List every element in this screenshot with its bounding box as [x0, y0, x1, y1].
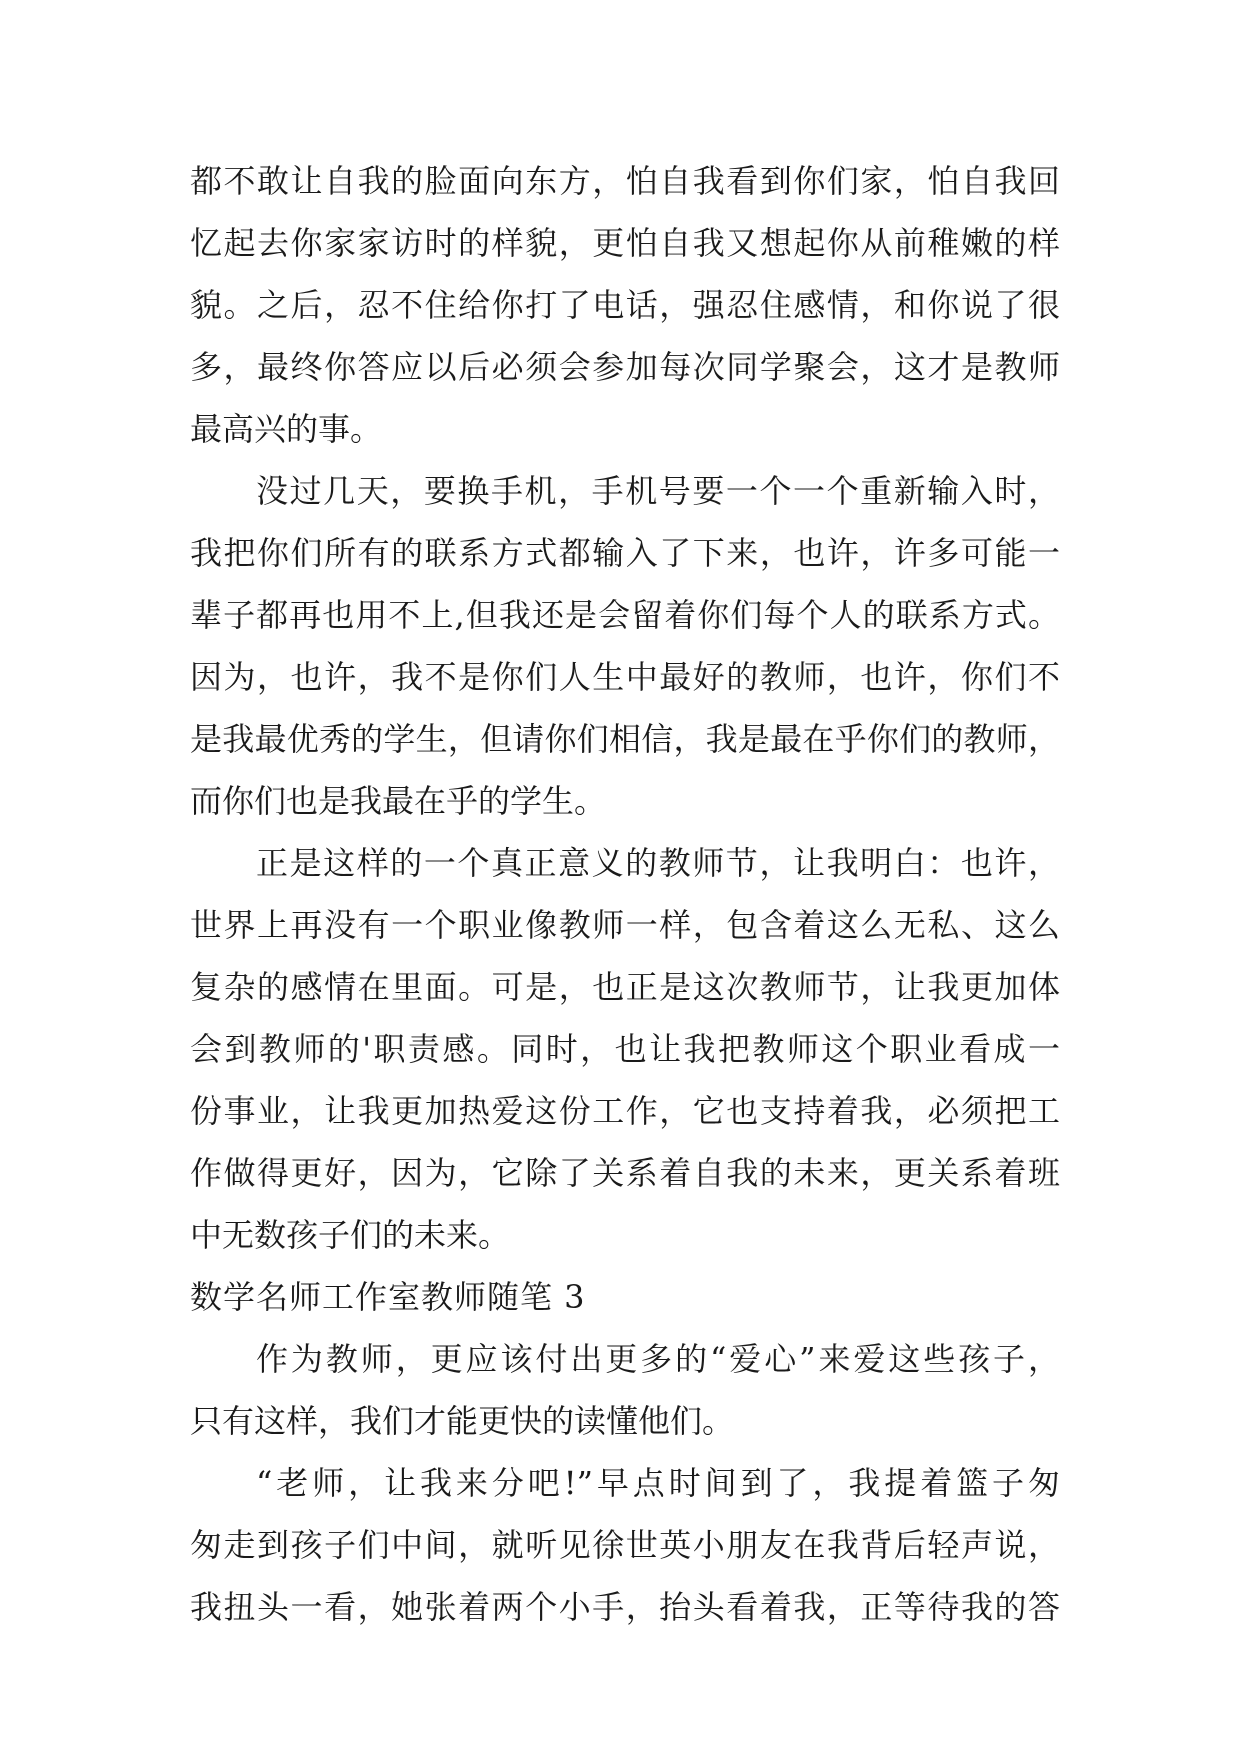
- text-line: 最高兴的事。: [190, 410, 383, 448]
- section-heading: 数学名师工作室教师随笔 3: [190, 1278, 586, 1316]
- text-line: “老师，让我来分吧!”早点时间到了，我提着篮子匆: [256, 1464, 1060, 1502]
- text-line: 是我最优秀的学生，但请你们相信，我是最在乎你们的教师，: [190, 720, 1060, 758]
- text-line: 忆起去你家家访时的样貌，更怕自我又想起你从前稚嫩的样: [190, 224, 1060, 262]
- text-line: 份事业，让我更加热爱这份工作，它也支持着我，必须把工: [190, 1092, 1060, 1130]
- text-line: 会到教师的'职责感。同时，也让我把教师这个职业看成一: [190, 1030, 1060, 1068]
- text-line: 正是这样的一个真正意义的教师节，让我明白：也许，: [256, 844, 1060, 882]
- text-line: 我扭头一看，她张着两个小手，抬头看着我，正等待我的答: [190, 1588, 1060, 1626]
- text-line: 而你们也是我最在乎的学生。: [190, 782, 607, 820]
- text-line: 多，最终你答应以后必须会参加每次同学聚会，这才是教师: [190, 348, 1060, 386]
- document-body: [190, 150, 1060, 1638]
- text-line: 作做得更好，因为，它除了关系着自我的未来，更关系着班: [190, 1154, 1060, 1192]
- paragraph: [190, 150, 1060, 460]
- text-line: 匆走到孩子们中间，就听见徐世英小朋友在我背后轻声说，: [190, 1526, 1060, 1564]
- text-line: 我把你们所有的联系方式都输入了下来，也许，许多可能一: [190, 534, 1060, 572]
- text-line: 中无数孩子们的未来。: [190, 1216, 511, 1254]
- text-line: 世界上再没有一个职业像教师一样，包含着这么无私、这么: [190, 906, 1060, 944]
- text-line: 因为，也许，我不是你们人生中最好的教师，也许，你们不: [190, 658, 1060, 696]
- paragraph: [190, 1452, 1060, 1638]
- text-line: 作为教师，更应该付出更多的“爱心”来爱这些孩子，: [256, 1340, 1060, 1378]
- text-line: 都不敢让自我的脸面向东方，怕自我看到你们家，怕自我回: [190, 162, 1060, 200]
- text-line: 辈子都再也用不上,但我还是会留着你们每个人的联系方式。: [190, 596, 1060, 634]
- text-line: 没过几天，要换手机，手机号要一个一个重新输入时，: [256, 472, 1060, 510]
- text-line: 只有这样，我们才能更快的读懂他们。: [190, 1402, 735, 1440]
- text-line: 复杂的感情在里面。可是，也正是这次教师节，让我更加体: [190, 968, 1060, 1006]
- text-line: 貌。之后，忍不住给你打了电话，强忍住感情，和你说了很: [190, 286, 1060, 324]
- paragraph: [190, 832, 1060, 1266]
- paragraph: [190, 1328, 1060, 1452]
- paragraph: [190, 460, 1060, 832]
